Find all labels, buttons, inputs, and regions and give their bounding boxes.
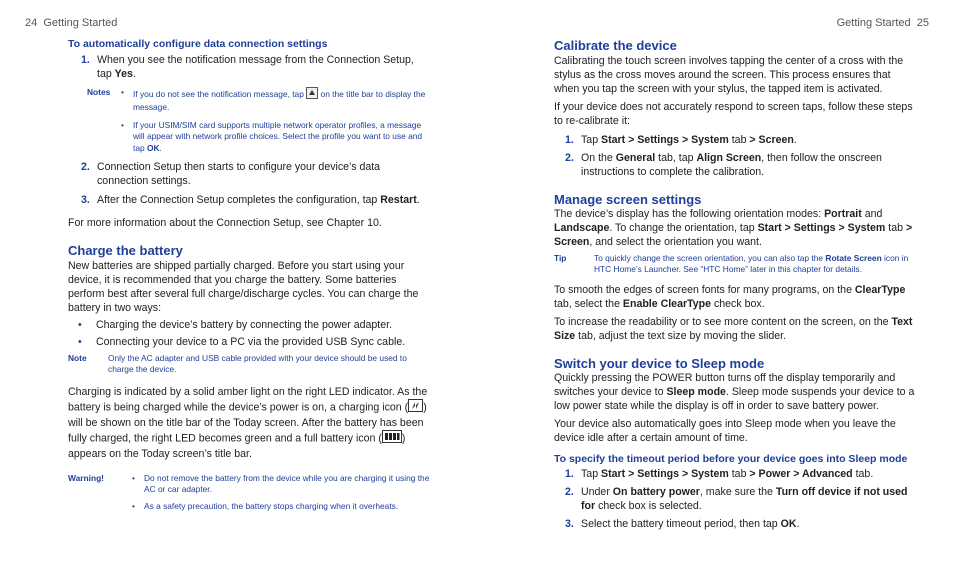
paragraph-text: Quickly pressing the POWER button turns off the display temporarily and switches your device to: [554, 371, 896, 398]
paragraph-text: Charging is indicated by a solid amber light on the right LED indicator. As the battery is being charged while the device’s power is on, a charging icon (: [68, 385, 428, 414]
step-text: , make sure the: [699, 485, 776, 498]
calibrate-paragraph: Calibrating the touch screen involves tapping the center of a cross with the stylus as the cross moves around the screen. This process ensures that when you tap the screen with your stylus, the tapped item is activated.: [554, 55, 904, 95]
step-bold: Start > Settings > System: [601, 467, 729, 480]
note-label: Note: [68, 353, 87, 364]
sleep-paragraph-2: Your device also automatically goes into Sleep mode when you leave the device idle after a certain amount of time.: [554, 417, 896, 444]
paragraph-text: tab: [885, 222, 906, 234]
note-text: If your USIM/SIM card supports multiple network operator profiles, a message will appear with network profile choices. Select the profile you want to use and tap: [133, 119, 423, 153]
step-text: .: [796, 517, 800, 530]
tip-text: [594, 253, 916, 276]
charge-method: [78, 335, 430, 349]
paragraph-bold: Sleep mode: [666, 385, 726, 398]
note-text: If you do not see the notification message, tap: [133, 88, 307, 99]
step-bold: Restart: [380, 194, 417, 207]
step-number: 3.: [565, 517, 574, 530]
paragraph-text: . To change the orientation, tap: [609, 222, 758, 234]
step-bold: > Power > Advanced: [749, 467, 853, 480]
warning-block: [68, 473, 430, 512]
step-text: .: [793, 134, 797, 146]
warning-text: As a safety precaution, the battery stops charging when it overheats.: [144, 500, 399, 511]
section-title-charge: Charge the battery: [68, 243, 183, 259]
bullet-icon: •: [121, 119, 124, 130]
section-title-calibrate: Calibrate the device: [554, 38, 677, 53]
step-bold: OK: [780, 517, 797, 530]
step-bold: On battery power: [612, 485, 700, 498]
paragraph-text: tab, select the: [554, 297, 623, 310]
bullet-icon: •: [78, 319, 82, 332]
step-number: 1.: [81, 54, 90, 66]
note-text: Only the AC adapter and USB cable provided with your device should be used to charge the device.: [108, 353, 407, 375]
bullet-icon: •: [132, 472, 135, 483]
step-text: .: [132, 68, 136, 80]
paragraph-bold: Text Size: [554, 315, 913, 342]
paragraph-text: . Sleep mode suspends your device to a low power state while the display is off in order to save battery power.: [554, 385, 915, 412]
step-bold: > Screen: [749, 134, 794, 146]
paragraph-bold: Enable ClearType: [622, 297, 712, 310]
step-text: After the Connection Setup completes the configuration, tap: [97, 194, 381, 207]
notes-label: Notes: [87, 87, 111, 97]
paragraph-bold: Start > Settings > System: [757, 222, 886, 234]
step-number: 1.: [565, 467, 574, 480]
step-text: Tap: [581, 134, 602, 146]
step-number: 1.: [565, 134, 574, 146]
notes-block: [87, 87, 430, 154]
left-page-header: [25, 17, 117, 29]
paragraph-bold: Portrait: [824, 208, 862, 220]
calibrate-paragraph: If your device does not accurately respond to screen taps, follow these steps to re-calibrate it:: [554, 101, 913, 127]
note-text: on the title bar to display the message.: [133, 88, 426, 113]
procedure-title-sleep: To specify the timeout period before your device goes into Sleep mode: [554, 452, 908, 465]
step-3: [68, 193, 430, 207]
calibrate-step-1: [554, 133, 916, 147]
step-text: .: [416, 194, 420, 207]
step-text: Tap: [581, 467, 602, 480]
tip-block: [554, 253, 916, 276]
sleep-step-3: [554, 517, 916, 531]
note-block: [68, 353, 430, 376]
step-text: When you see the notification message from the Connection Setup, tap: [97, 54, 414, 80]
text-size-paragraph: [554, 315, 916, 343]
tip-text-part: To quickly change the screen orientation, you can also tap the: [594, 253, 826, 263]
warning-label: Warning!: [68, 472, 104, 483]
calibrate-step-2: [554, 151, 916, 179]
orientation-paragraph: [554, 207, 916, 249]
section-title-sleep: Switch your device to Sleep mode: [554, 355, 765, 371]
step-text: check box is selected.: [595, 499, 702, 512]
step-text: tab: [728, 134, 750, 146]
step-1: [68, 53, 430, 81]
right-header-title: Getting Started: [836, 17, 911, 29]
right-page-header: [837, 17, 929, 29]
paragraph-text: and: [861, 208, 883, 220]
step-text: Select the battery timeout period, then tap: [581, 517, 781, 530]
bullet-icon: •: [78, 336, 82, 349]
full-battery-icon: [382, 430, 402, 447]
bullet-icon: •: [121, 87, 124, 97]
step-text: tab, tap: [655, 152, 697, 164]
warning-item: [132, 501, 430, 512]
step-number: 2.: [81, 161, 90, 174]
left-page-number: 24: [25, 17, 38, 29]
section-title-manage-screen: Manage screen settings: [554, 192, 702, 207]
sleep-step-1: [554, 467, 916, 481]
step-bold: Start > Settings > System: [601, 134, 729, 146]
warning-item: [132, 473, 430, 496]
step-2: [68, 160, 430, 188]
procedure-title: To automatically configure data connection settings: [68, 38, 328, 50]
step-number: 3.: [81, 194, 90, 207]
step-text: tab: [728, 467, 750, 480]
paragraph-text: To smooth the edges of screen fonts for many programs, on the: [554, 283, 855, 296]
charge-paragraph: New batteries are shipped partially charged. Before you start using your device, it is recommended that you charge the battery. Some batteries perform best after several full charge/discharge cycles. You can charge the battery in two ways:: [68, 260, 419, 315]
notification-icon: [306, 87, 318, 102]
paragraph-text: , and select the orientation you want.: [589, 236, 762, 248]
sleep-step-2: [554, 485, 916, 513]
tip-label: Tip: [554, 253, 567, 263]
paragraph-text: The device’s display has the following orientation modes:: [554, 208, 825, 220]
charge-method: [78, 318, 430, 332]
step-number: 2.: [565, 485, 574, 498]
step-text: On the: [581, 152, 616, 164]
tip-text-part: icon in HTC Home’s Launcher. See “HTC Home” later in this chapter for details.: [594, 253, 909, 275]
note-bold: OK: [146, 142, 160, 153]
note-item: [121, 120, 430, 154]
step-bold: General: [615, 152, 656, 164]
note-item: [121, 87, 430, 114]
paragraph-bold: ClearType: [854, 283, 906, 296]
more-info: For more information about the Connection Setup, see Chapter 10.: [68, 217, 382, 230]
step-text: Under: [581, 485, 613, 498]
paragraph-bold: > Screen: [554, 222, 913, 248]
step-text: Connection Setup then starts to configure your device’s data connection settings.: [97, 161, 381, 188]
step-text: tab.: [852, 467, 874, 480]
paragraph-text: To increase the readability or to see more content on the screen, on the: [554, 315, 892, 328]
sleep-paragraph: [554, 371, 916, 413]
note-text: .: [159, 142, 162, 153]
step-bold: Align Screen: [696, 152, 762, 164]
paragraph-text: tab, adjust the text size by moving the slider.: [575, 329, 787, 342]
right-page-number: 25: [916, 17, 929, 29]
cleartype-paragraph: [554, 283, 916, 311]
step-bold: Turn off device if not used for: [581, 485, 908, 512]
step-text: , then follow the onscreen instructions to complete the calibration.: [581, 152, 882, 178]
paragraph-text: ) appears on the Today screen’s title bar.: [68, 432, 406, 460]
right-column: [554, 38, 916, 531]
warning-text: Do not remove the battery from the device while you are charging it using the AC or car adapter.: [144, 472, 430, 495]
charging-indicator-paragraph: [68, 385, 430, 461]
step-bold: Yes: [114, 68, 133, 80]
tip-bold: Rotate Screen: [825, 253, 882, 263]
paragraph-text: check box.: [711, 297, 765, 310]
charge-method-text: Charging the device’s battery by connecting the power adapter.: [96, 319, 393, 332]
left-column: [68, 38, 430, 512]
paragraph-text: ) will be shown on the title bar of the Today screen. After the battery has been fully charged, the right LED becomes green and a full battery icon (: [68, 401, 427, 445]
left-header-title: Getting Started: [43, 17, 118, 29]
bullet-icon: •: [132, 500, 135, 511]
charge-method-text: Connecting your device to a PC via the provided USB Sync cable.: [96, 336, 406, 349]
step-number: 2.: [565, 152, 574, 164]
charging-battery-icon: [408, 399, 423, 416]
paragraph-bold: Landscape: [554, 222, 610, 234]
